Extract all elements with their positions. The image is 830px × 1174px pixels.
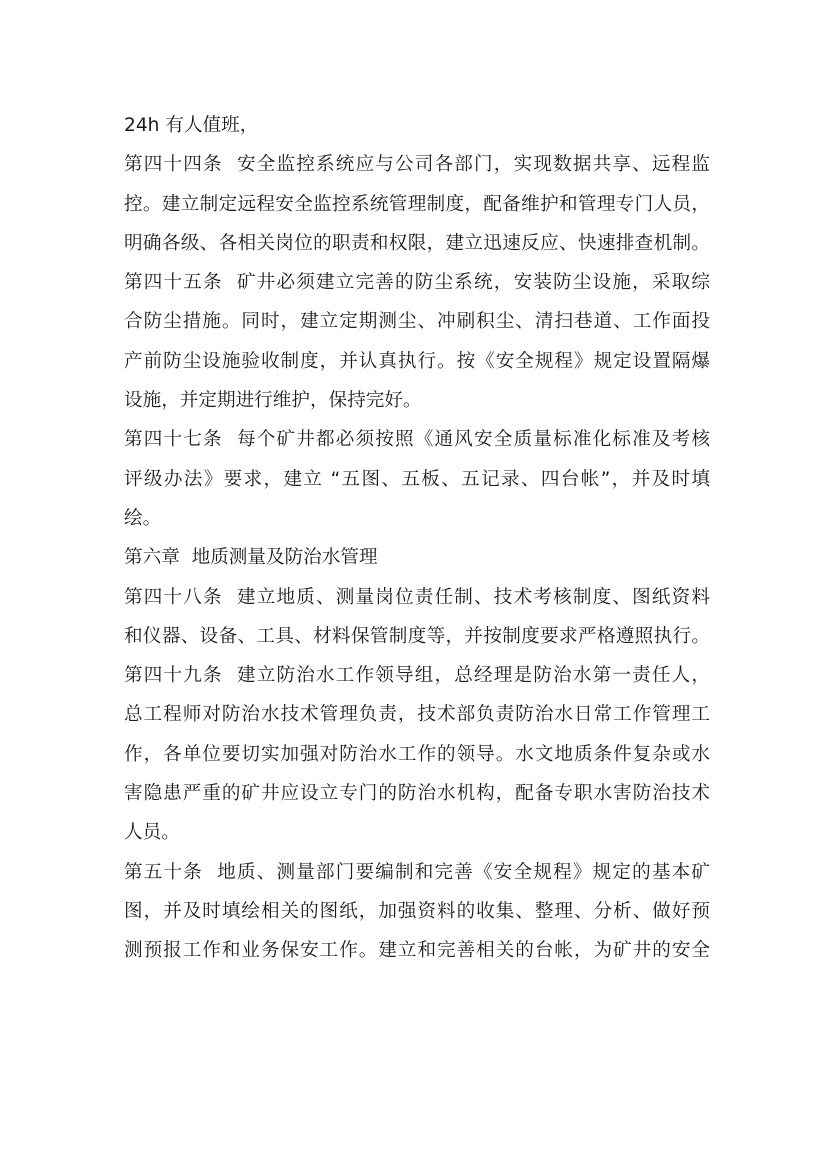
paragraph-continuation — [124, 106, 710, 145]
text-line: 第四十九条 建立防治水工作领导组，总经理是防治水第一责任人， — [124, 665, 710, 687]
text-line: 合防尘措施。同时，建立定期测尘、冲刷积尘、清扫巷道、工作面投 — [124, 311, 710, 333]
article-47 — [124, 420, 710, 538]
text-line: 设施，并定期进行维护，保持完好。 — [124, 390, 422, 412]
article-44 — [124, 145, 710, 263]
text-line: 害隐患严重的矿井应设立专门的防治水机构，配备专职水害防治技术 — [124, 783, 710, 805]
text-line: 和仪器、设备、工具、材料保管制度等，并按制度要求严格遵照执行。 — [124, 625, 710, 647]
text-line: 第四十八条 建立地质、测量岗位责任制、技术考核制度、图纸资料 — [124, 586, 710, 608]
text-line: 人员。 — [124, 822, 180, 844]
text-line: 绘。 — [124, 507, 162, 529]
chapter-heading-text: 第六章 地质测量及防治水管理 — [124, 547, 378, 569]
text-line: 测预报工作和业务保安工作。建立和完善相关的台帐，为矿井的安全 — [124, 940, 710, 962]
text-line: 明确各级、各相关岗位的职责和权限，建立迅速反应、快速排查机制。 — [124, 232, 710, 254]
text-line: 控。建立制定远程安全监控系统管理制度，配备维护和管理专门人员， — [124, 193, 710, 215]
document-page — [124, 106, 710, 971]
text-line: 第五十条 地质、测量部门要编制和完善《安全规程》规定的基本矿 — [124, 861, 710, 883]
text-line: 总工程师对防治水技术管理负责，技术部负责防治水日常工作管理工 — [124, 704, 710, 726]
text-line: 评级办法》要求，建立 “五图、五板、五记录、四台帐”，并及时填 — [124, 468, 710, 490]
article-48 — [124, 578, 710, 657]
chapter-heading — [124, 538, 710, 577]
text-line: 作，各单位要切实加强对防治水工作的领导。水文地质条件复杂或水 — [124, 743, 710, 765]
article-49 — [124, 656, 710, 852]
text-line: 24h 有人值班， — [124, 115, 259, 136]
article-50 — [124, 853, 710, 971]
text-line: 图，并及时填绘相关的图纸，加强资料的收集、整理、分析、做好预 — [124, 900, 710, 922]
text-line: 第四十五条 矿井必须建立完善的防尘系统，安装防尘设施，采取综 — [124, 272, 710, 294]
text-line: 产前防尘设施验收制度，并认真执行。按《安全规程》规定设置隔爆 — [124, 350, 710, 372]
article-45 — [124, 263, 710, 420]
text-line: 第四十四条 安全监控系统应与公司各部门，实现数据共享、远程监 — [124, 154, 710, 176]
text-line: 第四十七条 每个矿井都必须按照《通风安全质量标准化标准及考核 — [124, 429, 710, 451]
